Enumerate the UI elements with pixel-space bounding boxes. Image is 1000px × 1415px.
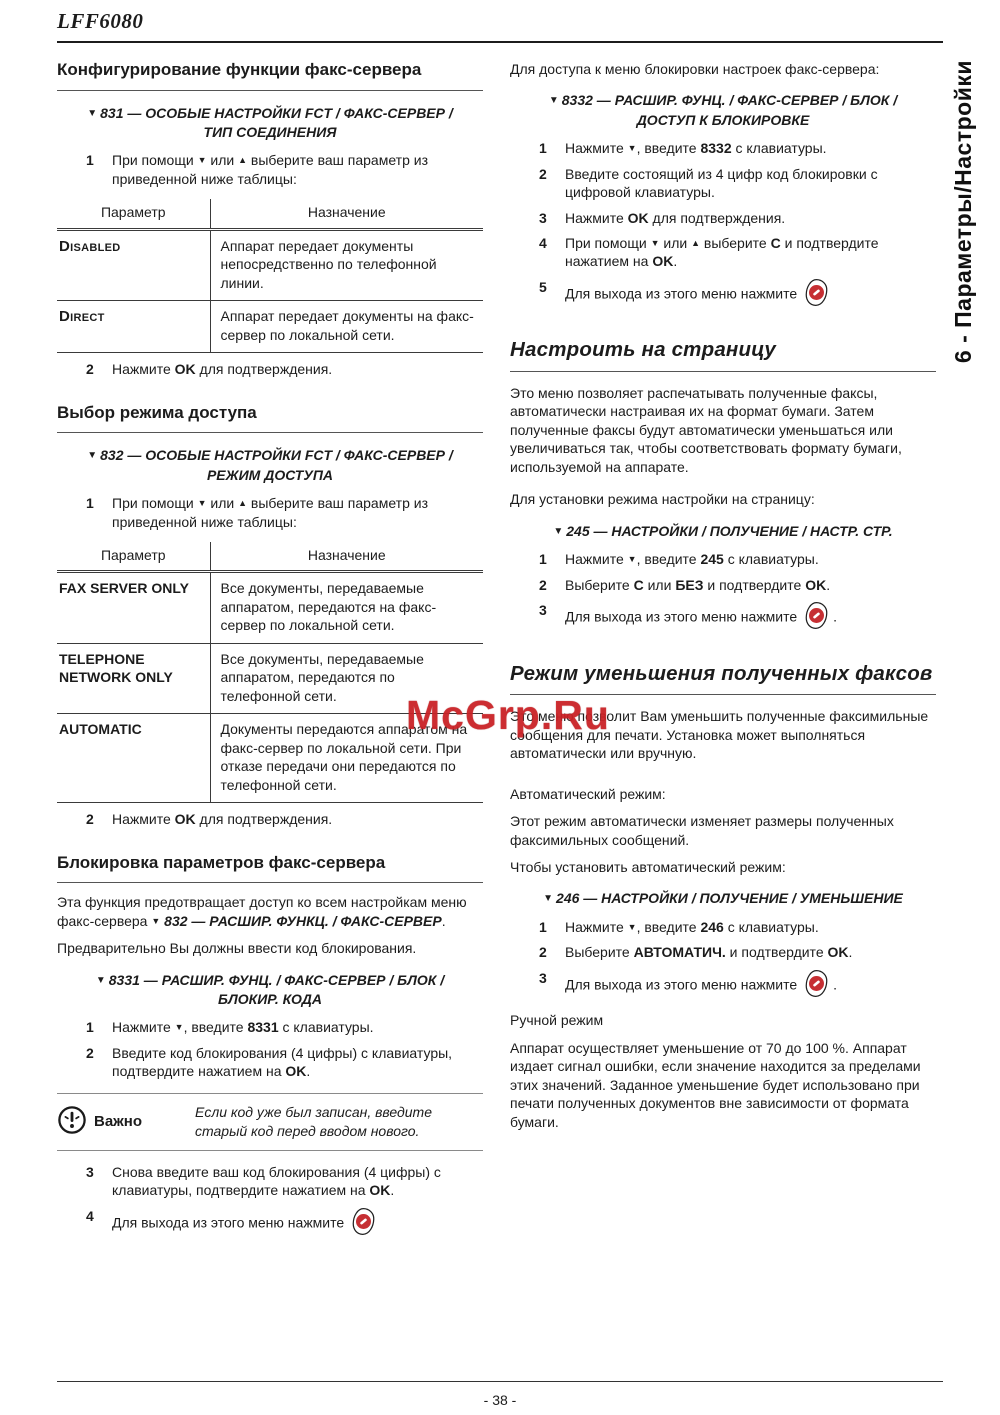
section-heading-fax-server-lock: Блокировка параметров факс-сервера <box>57 851 483 884</box>
param-desc: Аппарат передает документы на факс-сервер по локальной сети. <box>210 301 483 353</box>
connection-type-table <box>57 199 483 353</box>
paragraph: Этот режим автоматически изменяет размеры полученных факсимильных сообщений. <box>510 813 894 848</box>
step-number: 3 <box>86 1163 94 1180</box>
step-text: Нажмите OK для подтверждения. <box>565 209 786 226</box>
table-header-desc: Назначение <box>210 542 483 572</box>
paragraph: Это меню позволяет распечатывать полученные факсы, автоматически настраивая их на формат бумаги. Затем полученные факсы будут автоматически уменьшаться или увеличиваться так, чтобы соответствовать формату бумаги, используемой на аппарате. <box>510 385 902 475</box>
table-row <box>57 643 483 713</box>
section-heading-access-mode: Выбор режима доступа <box>57 401 483 434</box>
paragraph: Ручной режим <box>510 1012 604 1029</box>
step <box>57 1044 483 1081</box>
menu-arrow-icon: ▼ <box>548 95 559 107</box>
table-header-row <box>57 199 483 229</box>
step-text: Нажмите ▼, введите 246 с клавиатуры. <box>565 918 819 935</box>
menu-arrow-icon: ▼ <box>553 525 564 537</box>
step <box>510 165 936 202</box>
menu-path-245: ▼ 245 — НАСТРОЙКИ / ПОЛУЧЕНИЕ / НАСТР. СТР. <box>553 522 893 539</box>
table-row <box>57 714 483 803</box>
step-text: Нажмите OK для подтверждения. <box>112 361 333 378</box>
step-text: Для выхода из этого меню нажмите <box>112 1207 483 1240</box>
step-number: 3 <box>539 209 547 226</box>
step <box>510 601 936 634</box>
menu-path-832: ▼ 832 — ОСОБЫЕ НАСТРОЙКИ FCT / ФАКС-СЕРВЕР / РЕЖИМ ДОСТУПА <box>87 447 453 483</box>
stop-button-icon <box>804 278 829 311</box>
important-note-text: Если код уже был записан, введите старый код перед вводом нового. <box>195 1103 433 1139</box>
step-text: Нажмите ▼, введите 8332 с клавиатуры. <box>565 140 827 157</box>
step-text: Введите состоящий из 4 цифр код блокировки с цифровой клавиатуры. <box>565 165 878 201</box>
step <box>57 1163 483 1200</box>
step <box>57 494 483 531</box>
step-number: 4 <box>86 1207 94 1224</box>
param-name: AUTOMATIC <box>57 714 210 803</box>
menu-arrow-icon: ▼ <box>543 893 554 905</box>
paragraph: Это меню позволит Вам уменьшить полученные факсимильные сообщения для печати. Установка может выполняться автоматически или вручную. <box>510 708 929 762</box>
step-text: Выберите АВТОМАТИЧ. и подтвердите OK. <box>565 944 853 961</box>
section-heading-fax-server-config: Конфигурирование функции факс-сервера <box>57 58 483 91</box>
table-header-desc: Назначение <box>210 199 483 229</box>
step-number: 2 <box>86 811 94 828</box>
step <box>510 969 936 1002</box>
step <box>57 151 483 188</box>
step-number: 2 <box>86 361 94 378</box>
step <box>57 1018 483 1036</box>
step <box>57 360 483 378</box>
menu-arrow-icon: ▼ <box>87 107 98 119</box>
step-text: При помощи ▼ или ▲ выберите ваш параметр из приведенной ниже таблицы: <box>112 152 428 187</box>
paragraph: Для установки режима настройки на страницу: <box>510 491 815 508</box>
step-number: 1 <box>539 140 547 157</box>
step-text: При помощи ▼ или ▲ выберите ваш параметр из приведенной ниже таблицы: <box>112 495 428 530</box>
menu-path-8332: ▼ 8332 — РАСШИР. ФУНЦ. / ФАКС-СЕРВЕР / БЛОК / ДОСТУП К БЛОКИРОВКЕ <box>548 92 898 128</box>
param-desc: Все документы, передаваемые аппаратом, передаются по телефонной сети. <box>210 643 483 713</box>
step-number: 1 <box>86 1019 94 1036</box>
right-column <box>510 58 936 1140</box>
step-number: 3 <box>539 602 547 619</box>
step-text: Снова введите ваш код блокирования (4 цифры) с клавиатуры, подтвердите нажатием на OK. <box>112 1163 441 1199</box>
step-number: 1 <box>539 551 547 568</box>
step-number: 4 <box>539 234 547 251</box>
menu-path-831: ▼ 831 — ОСОБЫЕ НАСТРОЙКИ FCT / ФАКС-СЕРВЕР / ТИП СОЕДИНЕНИЯ <box>87 104 453 141</box>
table-header-param: Параметр <box>57 199 210 229</box>
page-footer <box>57 1381 943 1409</box>
step-number: 5 <box>539 278 547 295</box>
paragraph: Эта функция предотвращает доступ ко всем настройкам меню факс-сервера ▼ 832 — РАСШИР. ФУНКЦ. / ФАКС-СЕРВЕР. <box>57 894 467 929</box>
step <box>510 550 936 568</box>
step-text: Нажмите ▼, введите 8331 с клавиатуры. <box>112 1019 374 1036</box>
paragraph: Предварительно Вы должны ввести код блокирования. <box>57 940 417 957</box>
table-row <box>57 572 483 643</box>
param-desc: Документы передаются аппаратом на факс-сервер по локальной сети. При отказе передачи они передаются по телефонной сети. <box>210 714 483 803</box>
step-number: 2 <box>539 944 547 961</box>
step <box>510 943 936 961</box>
param-desc: Все документы, передаваемые аппаратом, передаются на факс-сервер по локальной сети. <box>210 572 483 643</box>
param-desc: Аппарат передает документы непосредственно по телефонной линии. <box>210 229 483 300</box>
paragraph: Автоматический режим: <box>510 785 666 802</box>
step-text: Нажмите OK для подтверждения. <box>112 811 333 828</box>
left-column <box>57 58 483 1247</box>
stop-button-icon <box>351 1207 376 1240</box>
step-text: Для выхода из этого меню нажмите . <box>565 969 936 1002</box>
step <box>510 234 936 271</box>
table-header-row <box>57 542 483 572</box>
important-note-label-group <box>57 1105 195 1139</box>
page-header <box>57 8 943 43</box>
important-note-label: Важно <box>94 1112 143 1130</box>
step-text: При помощи ▼ или ▲ выберите С и подтвердите нажатием на OK. <box>565 234 879 270</box>
menu-path-246: ▼ 246 — НАСТРОЙКИ / ПОЛУЧЕНИЕ / УМЕНЬШЕНИЕ <box>543 890 903 907</box>
step-text: Введите код блокирования (4 цифры) с клавиатуры, подтвердите нажатием на OK. <box>112 1044 453 1080</box>
step <box>510 918 936 936</box>
param-name: TELEPHONE NETWORK ONLY <box>57 643 210 713</box>
step-number: 3 <box>539 969 547 986</box>
step <box>57 1207 483 1240</box>
param-name: Direct <box>57 301 210 353</box>
paragraph: Аппарат осуществляет уменьшение от 70 до 100 %. Аппарат издает сигнал ошибки, если значение находится за пределами этих значений. Заданное уменьшение будет использовано при печати полученных документов вне зависимости от формата бумаги. <box>510 1039 921 1130</box>
menu-path-8331: ▼ 8331 — РАСШИР. ФУНЦ. / ФАКС-СЕРВЕР / БЛОК / БЛОКИР. КОДА <box>95 971 445 1008</box>
menu-arrow-icon: ▼ <box>95 974 106 986</box>
param-name: FAX SERVER ONLY <box>57 572 210 643</box>
step-text: Для выхода из этого меню нажмите <box>565 278 936 311</box>
step-text: Для выхода из этого меню нажмите . <box>565 601 936 634</box>
access-mode-table <box>57 542 483 803</box>
paragraph: Для доступа к меню блокировки настроек факс-сервера: <box>510 61 880 77</box>
step-number: 1 <box>86 152 94 169</box>
step-number: 2 <box>86 1044 94 1061</box>
menu-arrow-icon: ▼ <box>87 450 98 462</box>
stop-button-icon <box>804 969 829 1002</box>
watermark-text: McGrp.Ru <box>406 692 610 738</box>
step-number: 1 <box>86 495 94 512</box>
chapter-tab-label: 6 - Параметры/Настройки <box>949 60 976 364</box>
table-row <box>57 229 483 300</box>
step <box>57 810 483 828</box>
stop-button-icon <box>804 601 829 634</box>
section-heading-reduction-mode: Режим уменьшения полученных факсов <box>510 661 936 696</box>
step <box>510 576 936 594</box>
step-number: 2 <box>539 576 547 593</box>
step <box>510 139 936 157</box>
important-icon <box>57 1105 87 1139</box>
param-name: Disabled <box>57 229 210 300</box>
table-header-param: Параметр <box>57 542 210 572</box>
table-row <box>57 301 483 353</box>
important-note <box>57 1093 483 1151</box>
paragraph: Чтобы установить автоматический режим: <box>510 859 786 875</box>
step-number: 2 <box>539 165 547 182</box>
step <box>510 278 936 311</box>
step-text: Выберите С или БЕЗ и подтвердите OK. <box>565 576 831 593</box>
step-text: Нажмите ▼, введите 245 с клавиатуры. <box>565 551 819 568</box>
page-number: - 38 - <box>483 1392 517 1408</box>
model-title: LFF6080 <box>57 9 144 33</box>
step-number: 1 <box>539 918 547 935</box>
step <box>510 209 936 227</box>
section-heading-fit-to-page: Настроить на страницу <box>510 337 936 372</box>
